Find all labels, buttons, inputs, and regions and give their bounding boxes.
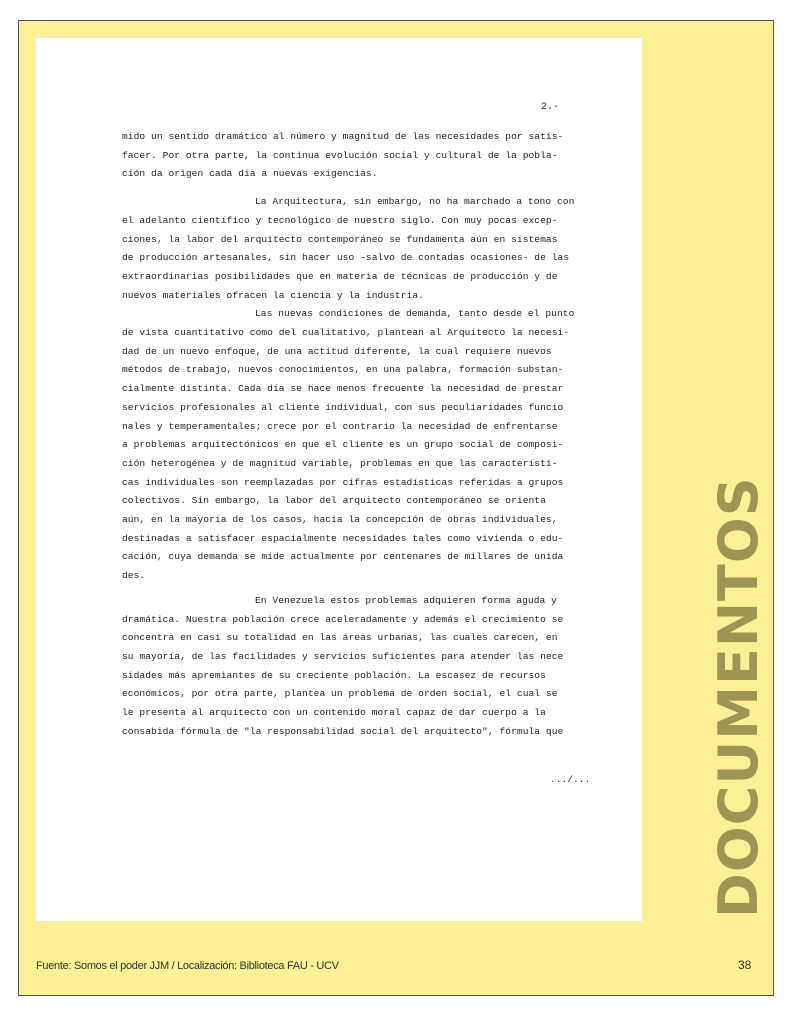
text-line: nales y temperamentales; crece por el contrario la necesidad de enfrentarse — [122, 420, 558, 432]
text-line: nuevos materiales ofracen la ciencia y la industria. — [122, 289, 424, 301]
text-line: le presenta al arquitecto con un contenido moral capaz de dar cuerpo a la — [122, 707, 546, 719]
text-line: consabida fórmula de "la responsabilidad social del arquitecto", fórmula que — [122, 725, 564, 737]
text-line: cialmente distinta. Cada día se hace menos frecuente la necesidad de prestar — [122, 383, 564, 395]
paragraph-1 — [122, 128, 604, 184]
footer-page-number: 38 — [738, 958, 752, 972]
section-label: DOCUMENTOS — [707, 476, 770, 918]
document-body — [122, 128, 604, 742]
text-line: facer. Por otra parte, la continua evolución social y cultural de la pobla- — [122, 149, 558, 161]
text-line: aún, en la mayoría de los casos, hacia la concepción de obras individuales, — [122, 514, 558, 526]
document-page-number: 2.- — [541, 102, 560, 113]
paragraph-4 — [122, 592, 604, 742]
text-line: dramática. Nuestra población crece aceleradamente y además el crecimiento se — [122, 613, 564, 625]
text-line: métodos de trabajo, nuevos conocimientos, en una palabra, formación substan- — [122, 364, 564, 376]
text-line: ciones, la labor del arquitecto contemporáneo se fundamenta aún en sistemas — [122, 233, 558, 245]
paragraph-2 — [122, 193, 604, 305]
continuation-mark: .../... — [550, 774, 591, 785]
text-line: destinadas a satisfacer espacialmente necesidades tales como vivienda o edu- — [122, 532, 564, 544]
text-line: su mayoría, de las facilidades y servicios suficientes para atender las nece — [122, 650, 564, 662]
text-line: colectivos. Sin embargo, la labor del arquitecto contemporáneo se orienta — [122, 495, 546, 507]
text-line: mido un sentido dramático al número y magnitud de las necesidades por satis- — [122, 131, 564, 142]
text-line: Las nuevas condiciones de demanda, tanto desde el punto — [255, 308, 575, 320]
text-line: des. — [122, 570, 146, 582]
text-line: de vista cuantitativo como del cualitativo, plantean al Arquitecto la necesi- — [122, 327, 570, 339]
text-line: ción da origen cada día a nuevas exigencias. — [122, 168, 378, 180]
text-line: de producción artesanales, sin hacer uso -salvo de contadas ocasiones- de las — [122, 252, 570, 264]
text-line: cas individuales son reemplazadas por cifras estadísticas referidas a grupos — [122, 476, 564, 488]
text-line: En Venezuela estos problemas adquieren forma aguda y — [255, 594, 557, 606]
text-line: La Arquitectura, sin embargo, no ha marchado a tono con — [255, 196, 575, 208]
text-line: dad de un nuevo enfoque, de una actitud diferente, la cual requiere nuevos — [122, 345, 552, 357]
text-line: sidades más apremiantes de su creciente población. La escasez de recursos — [122, 669, 546, 681]
footer-source: Fuente: Somos el poder JJM / Localización: Biblioteca FAU - UCV — [36, 960, 339, 972]
text-line: cación, cuya demanda se mide actualmente por centenares de millares de unida — [122, 551, 564, 563]
text-line: servicios profesionales al cliente individual, con sus peculiaridades funcio — [122, 401, 564, 413]
paragraph-3 — [122, 305, 604, 586]
text-line: el adelanto científico y tecnológico de nuestro siglo. Con muy pocas excep- — [122, 214, 558, 226]
text-line: económicos, por otra parte, plantea un problema de orden social, el cual se — [122, 688, 558, 700]
text-line: ción heterogénea y de magnitud variable, problemas en que las característi- — [122, 457, 558, 469]
text-line: a problemas arquitectónicos en que el cliente es un grupo social de composi- — [122, 439, 564, 451]
text-line: concentra en casi su totalidad en las áreas urbanas, las cuales carecen, en — [122, 632, 558, 644]
text-line: extraordinarias posibilidades que en materia de técnicas de producción y de — [122, 270, 558, 282]
